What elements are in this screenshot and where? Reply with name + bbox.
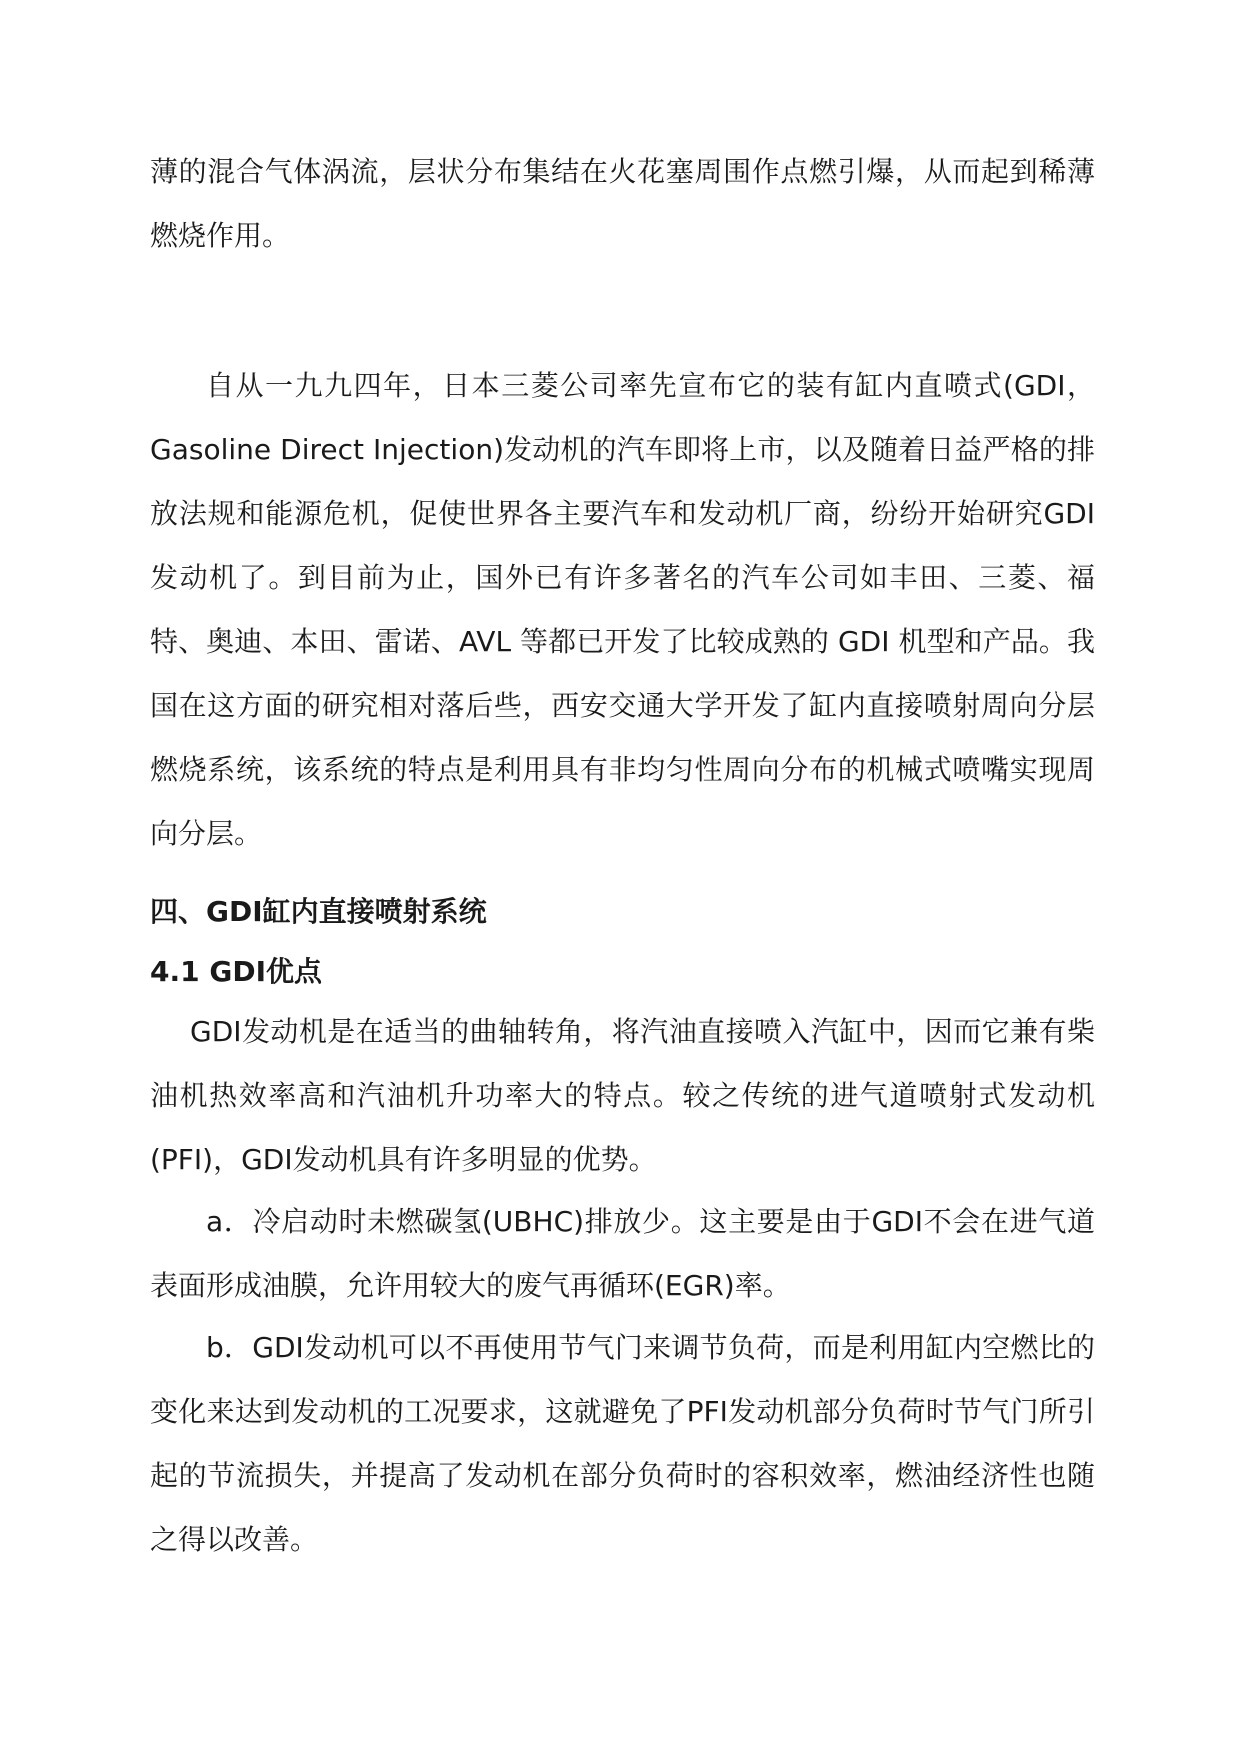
- subsection-heading: 4.1 GDI优点: [150, 955, 322, 988]
- paragraph-advantage-b: b．GDI发动机可以不再使用节气门来调节负荷，而是利用缸内空燃比的变化来达到发动机的工况要求，这就避免了PFI发动机部分负荷时节气门所引起的节流损失，并提高了发动机在部分负荷时的容积效率，燃油经济性也随之得以改善。: [150, 1331, 1095, 1556]
- paragraph-stratified-combustion: 薄的混合气体涡流，层状分布集结在火花塞周围作点燃引爆，从而起到稀薄燃烧作用。: [150, 155, 1095, 252]
- paragraph-gdi-advantages: GDI发动机是在适当的曲轴转角，将汽油直接喷入汽缸中，因而它兼有柴油机热效率高和汽油机升功率大的特点。较之传统的进气道喷射式发动机(PFI)，GDI发动机具有许多明显的优势。: [150, 1015, 1095, 1176]
- paragraph-gdi-history: 自从一九九四年，日本三菱公司率先宣布它的装有缸内直喷式(GDI，Gasoline Direct Injection)发动机的汽车即将上市，以及随着日益严格的排放法规和能源危机，促使世界各主要汽车和发动机厂商，纷纷开始研究GDI 发动机了。到目前为止，国外已有许多著名的汽车公司如丰田、三菱、福特、奥迪、本田、雷诺、AVL 等都已开发了比较成熟的 GDI 机型和产品。我国在这方面的研究相对落后些，西安交通大学开发了缸内直接喷射周向分层燃烧系统，该系统的特点是利用具有非均匀性周向分布的机械式喷嘴实现周向分层。: [150, 369, 1095, 850]
- paragraph-advantage-a: a．冷启动时未燃碳氢(UBHC)排放少。这主要是由于GDI不会在进气道表面形成油膜，允许用较大的废气再循环(EGR)率。: [150, 1205, 1095, 1302]
- section-heading: 四、GDI缸内直接喷射系统: [150, 895, 487, 928]
